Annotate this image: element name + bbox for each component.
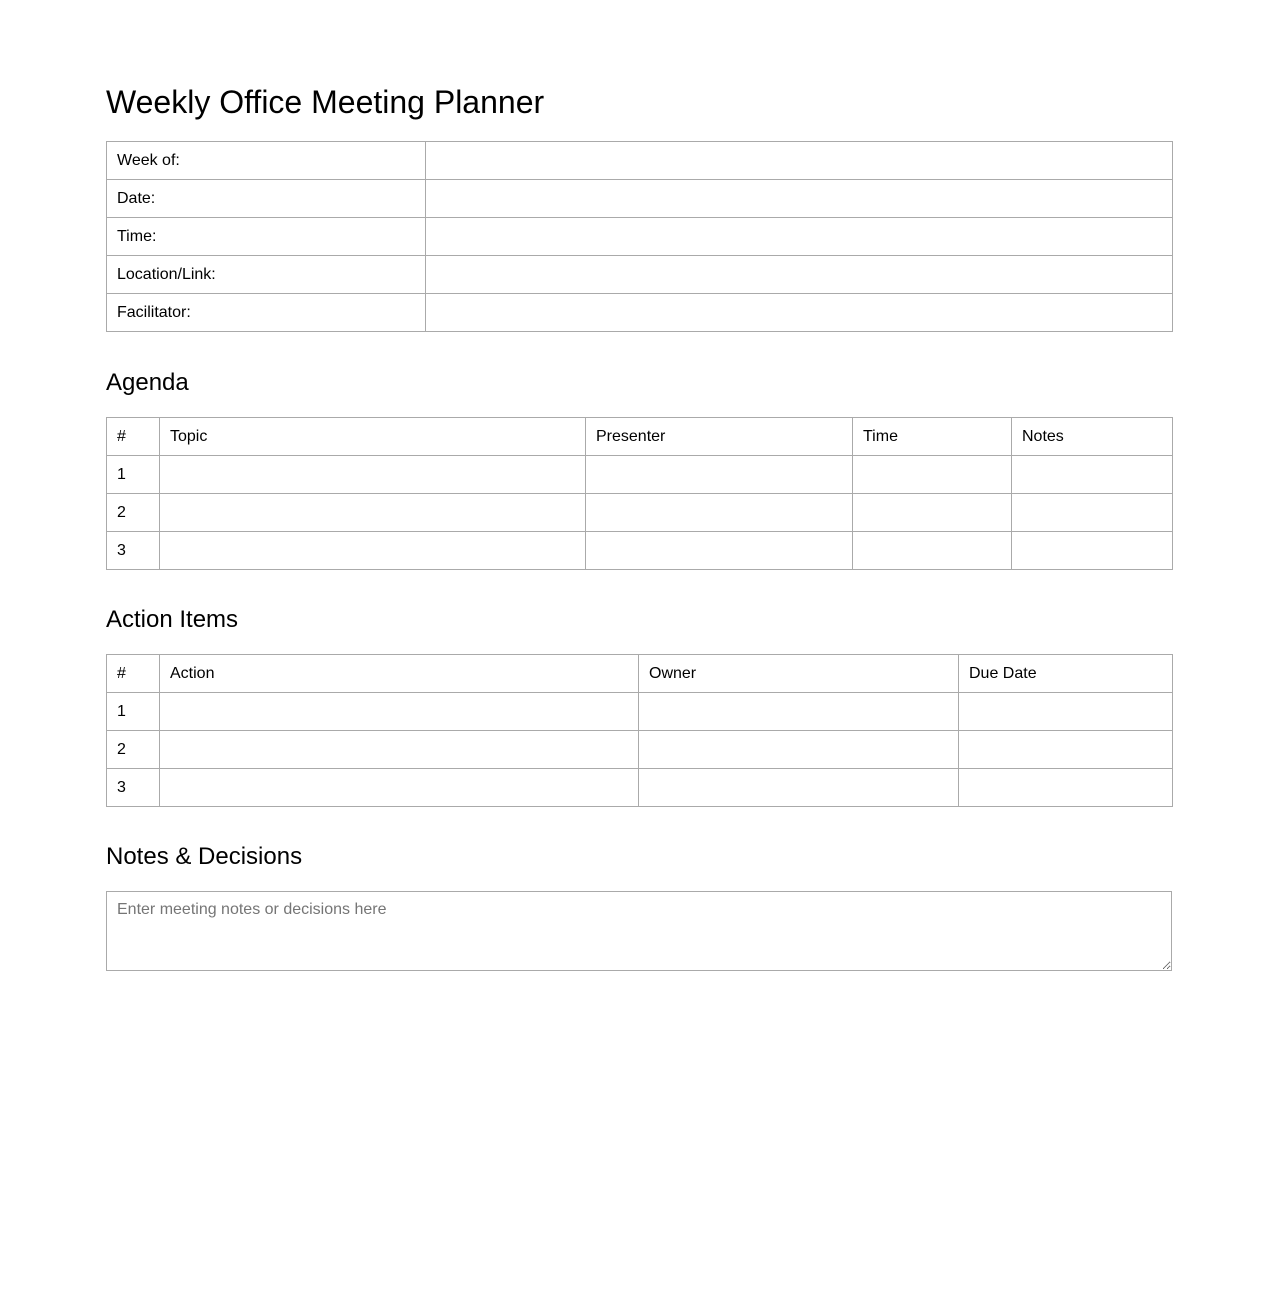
facilitator-field[interactable]: [426, 294, 1173, 332]
column-header: #: [107, 418, 160, 456]
owner-cell[interactable]: [639, 769, 959, 807]
column-header: Owner: [639, 655, 959, 693]
presenter-cell[interactable]: [586, 494, 853, 532]
notes-cell[interactable]: [1012, 456, 1173, 494]
row-number: 3: [107, 769, 160, 807]
info-label: Location/Link:: [107, 256, 426, 294]
row-number: 1: [107, 456, 160, 494]
agenda-heading: Agenda: [106, 369, 189, 396]
column-header: #: [107, 655, 160, 693]
page-title: Weekly Office Meeting Planner: [106, 84, 545, 120]
notes-heading: Notes & Decisions: [106, 843, 303, 870]
table-row: [107, 494, 1173, 532]
owner-cell[interactable]: [639, 731, 959, 769]
notes-cell[interactable]: [1012, 532, 1173, 570]
column-header: Due Date: [959, 655, 1173, 693]
date-field[interactable]: [426, 180, 1173, 218]
presenter-cell[interactable]: [586, 532, 853, 570]
column-header: Action: [160, 655, 639, 693]
table-row: [107, 218, 1173, 256]
table-row: [107, 180, 1173, 218]
due-date-cell[interactable]: [959, 769, 1173, 807]
table-row: [107, 294, 1173, 332]
row-number: 2: [107, 494, 160, 532]
owner-cell[interactable]: [639, 693, 959, 731]
info-label: Time:: [107, 218, 426, 256]
notes-cell[interactable]: [1012, 494, 1173, 532]
table-row: [107, 256, 1173, 294]
week-of-field[interactable]: [426, 142, 1173, 180]
table-row: [107, 693, 1173, 731]
row-number: 1: [107, 693, 160, 731]
table-row: [107, 142, 1173, 180]
presenter-cell[interactable]: [586, 456, 853, 494]
agenda-table: [106, 417, 1173, 570]
due-date-cell[interactable]: [959, 731, 1173, 769]
info-label: Facilitator:: [107, 294, 426, 332]
table-row: [107, 769, 1173, 807]
action-items-heading: Action Items: [106, 606, 239, 633]
row-number: 3: [107, 532, 160, 570]
column-header: Presenter: [586, 418, 853, 456]
time-cell[interactable]: [853, 494, 1012, 532]
action-items-table: [106, 654, 1173, 807]
row-number: 2: [107, 731, 160, 769]
info-label: Date:: [107, 180, 426, 218]
meeting-info-table: [106, 141, 1173, 332]
action-cell[interactable]: [160, 693, 639, 731]
action-cell[interactable]: [160, 731, 639, 769]
time-cell[interactable]: [853, 532, 1012, 570]
notes-textarea[interactable]: [106, 891, 1172, 971]
topic-cell[interactable]: [160, 494, 586, 532]
table-row: [107, 731, 1173, 769]
table-row: [107, 456, 1173, 494]
table-row: [107, 532, 1173, 570]
table-header-row: [107, 655, 1173, 693]
column-header: Notes: [1012, 418, 1173, 456]
due-date-cell[interactable]: [959, 693, 1173, 731]
topic-cell[interactable]: [160, 456, 586, 494]
table-header-row: [107, 418, 1173, 456]
time-field[interactable]: [426, 218, 1173, 256]
column-header: Topic: [160, 418, 586, 456]
topic-cell[interactable]: [160, 532, 586, 570]
location-field[interactable]: [426, 256, 1173, 294]
column-header: Time: [853, 418, 1012, 456]
info-label: Week of:: [107, 142, 426, 180]
action-cell[interactable]: [160, 769, 639, 807]
time-cell[interactable]: [853, 456, 1012, 494]
